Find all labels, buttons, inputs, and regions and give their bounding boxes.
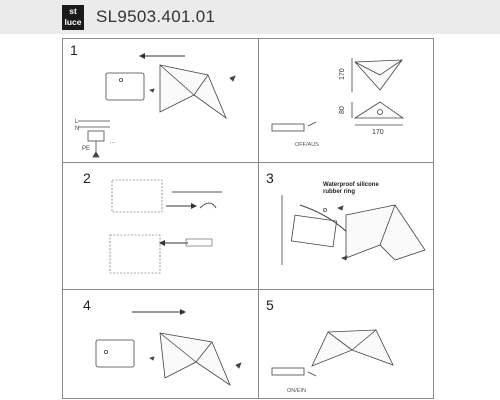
wiring-label-pe: PE (82, 146, 91, 152)
wiring-label-n: N (75, 126, 80, 132)
waterproof-label-line1: Waterproof silicone (323, 182, 379, 188)
panel-4-illustration (96, 312, 241, 385)
step-number-3: 3 (266, 170, 274, 186)
panel-2-illustration (110, 180, 222, 273)
wall-texture-bottom (110, 235, 160, 273)
lamp-body-3 (346, 205, 425, 260)
switch-lever-off (308, 122, 316, 126)
plate-hole-1 (119, 78, 122, 81)
wiring-dots: ... (110, 139, 116, 145)
step-number-1: 1 (70, 42, 78, 58)
mounting-plate-1 (106, 73, 144, 100)
wall-texture-top (112, 180, 162, 212)
screw-icon-3 (338, 206, 343, 210)
panel-5-illustration (272, 330, 393, 376)
logo-line-1: st (69, 6, 77, 16)
wiring-label-l: L (75, 119, 79, 125)
wall-anchor (186, 239, 212, 246)
panel-dimensions-illustration (272, 58, 403, 131)
drill-hook-icon (200, 203, 216, 208)
switch-on-label: ON/EIN (287, 388, 306, 394)
logo-line-2: luce (64, 17, 82, 27)
step-number-5: 5 (266, 297, 274, 313)
screw-icon-6 (236, 363, 241, 368)
plate-hole-4 (104, 350, 107, 353)
terminal-block-off (272, 124, 304, 131)
dimension-height: 170 (339, 68, 346, 80)
junction-box (88, 131, 104, 141)
terminal-block-on (272, 368, 304, 375)
ground-icon (93, 152, 99, 157)
product-code-title: SL9503.401.01 (96, 7, 216, 26)
screw-icon-4 (342, 256, 347, 260)
lamp-body-1 (160, 65, 226, 118)
screw-icon-1 (230, 76, 235, 81)
step-number-2: 2 (83, 170, 91, 186)
dimension-depth: 80 (339, 106, 346, 114)
panel-1-illustration (78, 56, 235, 157)
lamp-body-4 (160, 333, 230, 385)
waterproof-label-line2: rubber ring (323, 189, 356, 195)
ring-marker (324, 209, 327, 212)
switch-lever-on (308, 372, 316, 376)
step-number-4: 4 (83, 297, 91, 313)
panel-3-illustration (282, 195, 425, 265)
lamp-body-5 (312, 330, 393, 366)
screw-icon-5 (150, 357, 154, 360)
mounting-plate-3 (291, 215, 336, 247)
mounting-plate-4 (96, 340, 134, 367)
dimension-width: 170 (372, 129, 384, 136)
switch-off-label: OFF/AUS (295, 142, 319, 148)
screw-icon-2 (150, 89, 154, 92)
